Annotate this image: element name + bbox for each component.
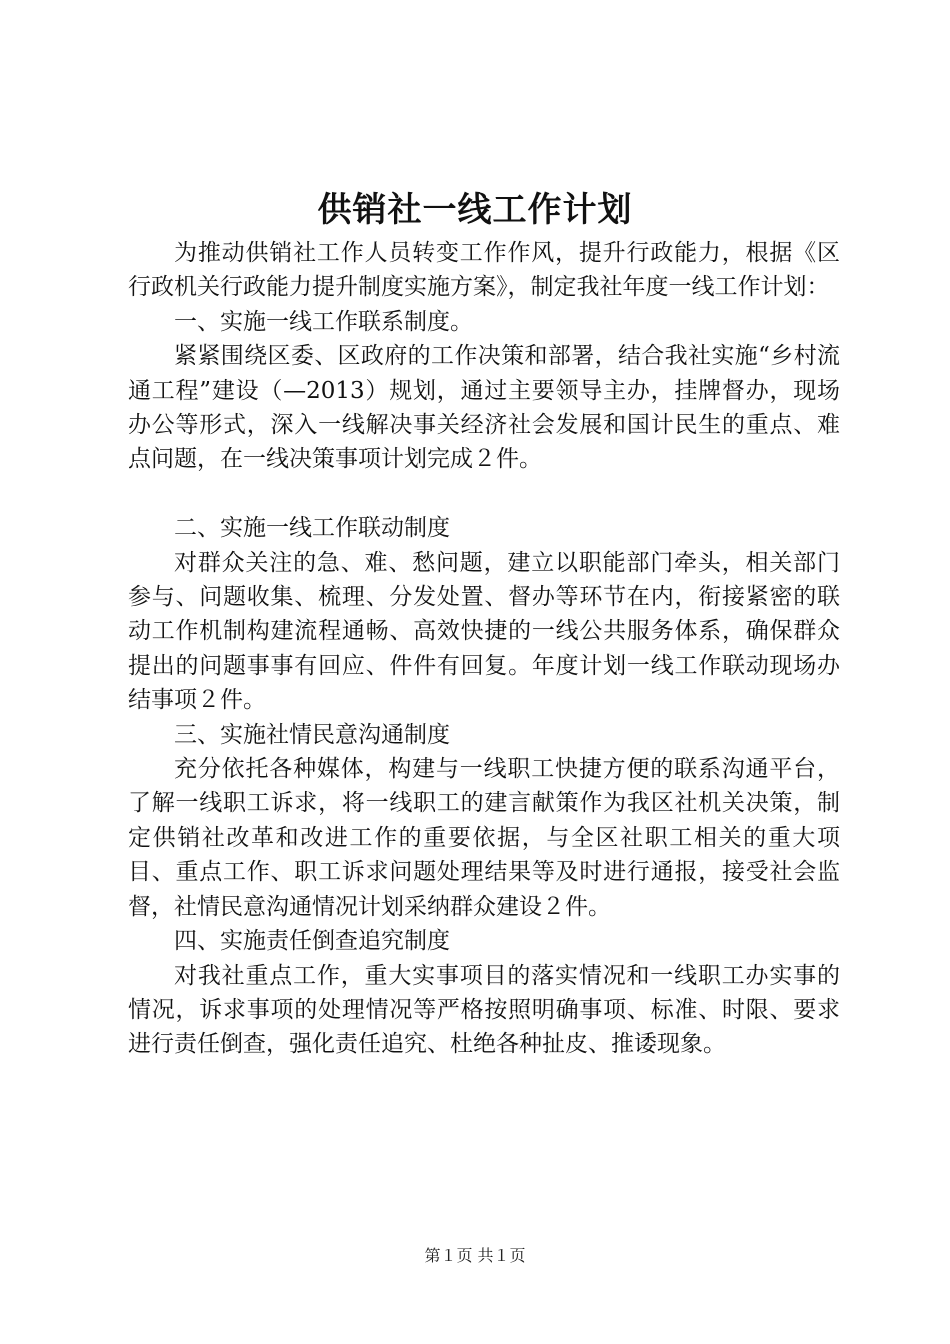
intro-paragraph: 为推动供销社工作人员转变工作作风，提升行政能力，根据《区行政机关行政能力提升制度实施方案》，制定我社年度一线工作计划： — [128, 240, 840, 301]
section-heading-4: 四、实施责任倒查追究制度 — [174, 928, 450, 955]
section-paragraph-1: 紧紧围绕区委、区政府的工作决策和部署，结合我社实施“乡村流通工程”建设（—2013）规划，通过主要领导主办，挂牌督办，现场办公等形式，深入一线解决事关经济社会发展和国计民生的重点、难点问题，在一线决策事项计划完成２件。 — [128, 343, 840, 473]
document-title: 供销社一线工作计划 — [317, 190, 633, 230]
page-footer: 第１页 共１页 — [424, 1246, 526, 1265]
section-heading-2: 二、实施一线工作联动制度 — [174, 515, 450, 542]
section-heading-1: 一、实施一线工作联系制度。 — [174, 308, 473, 335]
section-paragraph-3: 充分依托各种媒体，构建与一线职工快捷方便的联系沟通平台，了解一线职工诉求，将一线职工的建言献策作为我区社机关决策，制定供销社改革和改进工作的重要依据，与全区社职工相关的重大项目、重点工作、职工诉求问题处理结果等及时进行通报，接受社会监督，社情民意沟通情况计划采纳群众建设２件。 — [128, 756, 840, 920]
section-heading-3: 三、实施社情民意沟通制度 — [174, 721, 450, 748]
section-paragraph-4: 对我社重点工作，重大实事项目的落实情况和一线职工办实事的情况，诉求事项的处理情况等严格按照明确事项、标准、时限、要求进行责任倒查，强化责任追究、杜绝各种扯皮、推诿现象。 — [128, 962, 840, 1058]
section-paragraph-2: 对群众关注的急、难、愁问题，建立以职能部门牵头，相关部门参与、问题收集、梳理、分发处置、督办等环节在内，衔接紧密的联动工作机制构建流程通畅、高效快捷的一线公共服务体系，确保群众提出的问题事事有回应、件件有回复。年度计划一线工作联动现场办结事项２件。 — [128, 549, 840, 714]
document-body — [128, 236, 840, 1062]
